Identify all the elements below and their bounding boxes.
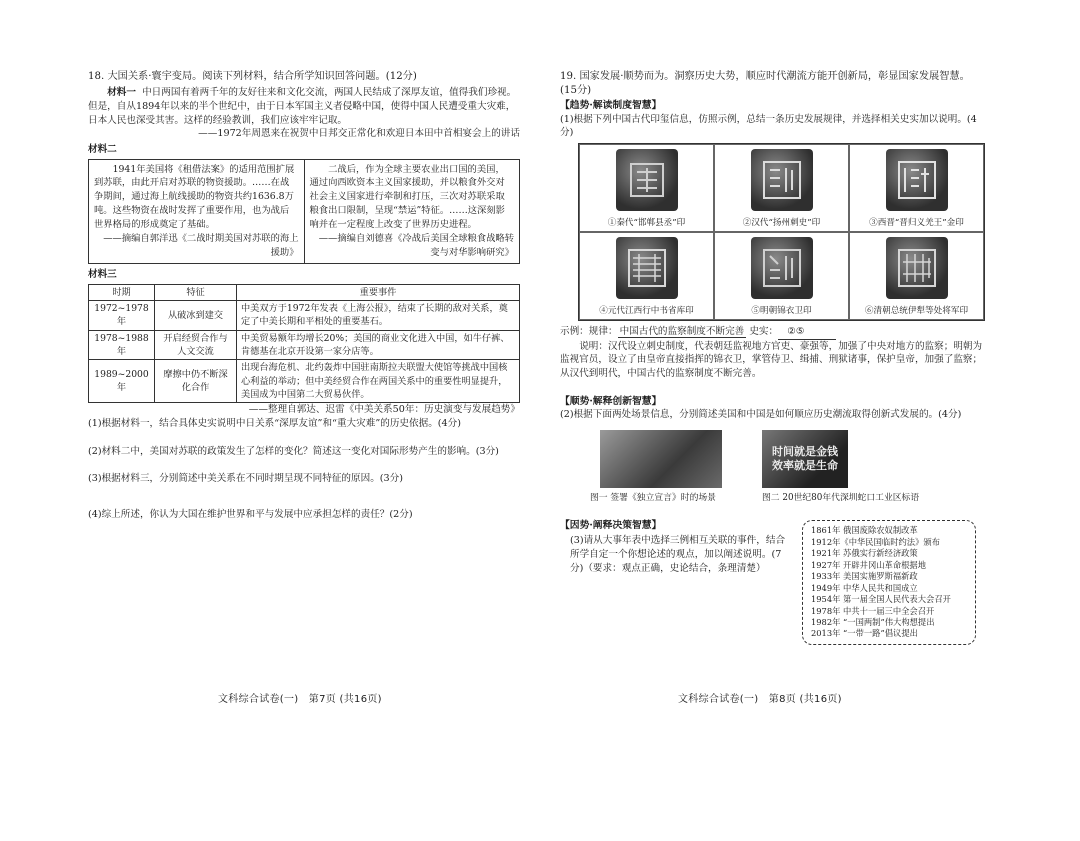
photo-2	[762, 430, 919, 504]
seal-image	[751, 149, 813, 211]
seal-caption: ⑥清朝总统伊犁等处将军印	[864, 305, 969, 316]
seal-item	[579, 232, 714, 320]
seal-grid	[578, 143, 985, 321]
seal-item	[849, 144, 984, 232]
table-cell-period: 1978~1988年	[89, 330, 155, 360]
table-row	[89, 301, 520, 331]
material-2-right-source: ——摘编自刘德喜《冷战后美国全球粮食战略转变与对华影响研究》	[318, 233, 514, 259]
material-3-label: 材料三	[88, 269, 117, 281]
seal-glyph-icon	[758, 156, 806, 204]
timeline-event: 1949年 中华人民共和国成立	[811, 582, 918, 593]
example-line	[560, 325, 985, 340]
table-header-row	[89, 284, 520, 300]
material-1-label: 材料一	[107, 87, 136, 99]
page-footer-right: 文科综合试卷(一) 第8页 (共16页)	[678, 694, 842, 705]
table-cell-feature: 开启经贸合作与人文交流	[155, 330, 237, 360]
left-page	[88, 70, 520, 522]
seal-glyph-icon	[893, 244, 941, 292]
timeline-event: 1861年 俄国废除农奴制改革	[811, 525, 918, 536]
seal-item	[849, 232, 984, 320]
timeline-event: 1954年 第一届全国人民代表大会召开	[811, 594, 951, 605]
answer-space	[560, 505, 985, 519]
q18-heading: 18. 大国关系·寰宇变局。阅读下列材料，结合所学知识回答问题。(12分)	[88, 71, 417, 82]
table-header: 时期	[89, 284, 155, 300]
seal-glyph-icon	[623, 156, 671, 204]
photo-row	[590, 430, 985, 504]
slogan-line: 时间就是金钱	[772, 444, 838, 458]
seal-glyph-icon	[623, 244, 671, 292]
section-3-question: (3)请从大事年表中选择三例相互关联的事件，结合所学自定一个你想论述的观点，加以阐述说明。(7分)（要求：观点正确，史论结合，条理清楚）	[570, 535, 786, 574]
seal-item	[714, 232, 849, 320]
table-cell-period: 1989~2000年	[89, 360, 155, 403]
question-3: (3)根据材料三，分别简述中美关系在不同时期呈现不同特征的原因。(3分)	[88, 473, 403, 485]
table-header: 特征	[155, 284, 237, 300]
slogan-line: 效率就是生命	[772, 459, 838, 473]
right-page	[560, 70, 985, 645]
answer-space	[88, 458, 520, 472]
section-3-tag: 【因势·阐释决策智慧】	[560, 519, 662, 531]
example-description: 说明：汉代设立刺史制度，代表朝廷监视地方官吏、豪强等，加强了中央对地方的监察；明朝为监视官员，设立了由皇帝直接指挥的锦衣卫，掌管侍卫、缉捕、刑狱诸事，保护皇帝，加强了监察；从汉代到明代，中国古代的监察制度不断完善。	[560, 340, 983, 379]
declaration-signing-image	[600, 430, 722, 488]
table-cell-period: 1972~1978年	[89, 301, 155, 331]
question-4: (4)综上所述，你认为大国在维护世界和平与发展中应承担怎样的责任？(2分)	[88, 508, 413, 520]
table-header: 重要事件	[237, 284, 520, 300]
seal-glyph-icon	[893, 156, 941, 204]
question-2: (2)材料二中，美国对苏联的政策发生了怎样的变化？简述这一变化对国际形势产生的影响。(3分)	[88, 445, 499, 457]
seal-caption: ③西晋“晋归义羌王”金印	[869, 217, 964, 228]
material-2-box	[88, 159, 520, 265]
seal-item	[579, 144, 714, 232]
example-fact-blank	[778, 325, 836, 340]
example-label: 示例：规律：	[560, 326, 618, 338]
seal-caption: ①秦代“邯郸县丞”印	[607, 217, 686, 228]
table-row	[89, 360, 520, 403]
section-1-question: (1)根据下列中国古代印玺信息，仿照示例，总结一条历史发展规律，并选择相关史实加以说明。(4分)	[560, 113, 977, 139]
section-1-tag: 【趋势·解读制度智慧】	[560, 99, 662, 111]
table-cell-events: 中美贸易额年均增长20%；美国的商业文化进入中国，如牛仔裤、肯德基在北京开设第一家分店等。	[237, 330, 520, 360]
table-cell-feature: 摩擦中仍不断深化合作	[155, 360, 237, 403]
question-1: (1)根据材料一，结合具体史实说明中日关系“深厚友谊”和“重大灾难”的历史依据。(4分)	[88, 418, 461, 430]
table-cell-events: 出现台海危机、北约轰炸中国驻南斯拉夫联盟大使馆等挑战中国核心利益的举动；但中美经贸合作在两国关系中的重要性明显提升，美国成为中国第二大贸易伙伴。	[237, 360, 520, 403]
timeline-event: 1978年 中共十一届三中全会召开	[811, 605, 935, 616]
table-cell-events: 中美双方于1972年发表《上海公报》，结束了长期的敌对关系，奠定了中美长期和平相处的重要基石。	[237, 301, 520, 331]
photo-1-caption: 图一 签署《独立宣言》时的场景	[590, 493, 716, 504]
seal-glyph-icon	[758, 244, 806, 292]
section-2-question: (2)根据下面两处场景信息，分别简述美国和中国是如何顺应历史潮流取得创新式发展的。(4分)	[560, 409, 962, 421]
photo-1	[590, 430, 722, 504]
material-2-left-text: 1941年美国将《租借法案》的适用范围扩展到苏联，由此开启对苏联的物资援助。……在战争期间，通过海上航线援助的物资共约1636.8万吨。这些物资在战时发挥了重要作用，也为战后世界格局的形成奠定了基础。	[94, 163, 295, 231]
material-1	[88, 86, 520, 127]
example-fact-label: 史实：	[749, 326, 779, 338]
seal-image	[886, 149, 948, 211]
q19-heading: 19. 国家发展·顺势而为。洞察历史大势，顺应时代潮流方能开创新局，彰显国家发展智慧。(15分)	[560, 71, 970, 97]
events-timeline-box	[802, 520, 976, 644]
material-2-left	[89, 160, 304, 264]
material-1-text: 中日两国有着两千年的友好往来和文化交流，两国人民结成了深厚友谊，值得我们珍视。但是，自从1894年以来的半个世纪中，由于日本军国主义者侵略中国，使得中国人民遭受重大灾难，日本人民也深受其害。这样的经验教训，我们应该牢牢记取。	[88, 87, 517, 126]
seal-caption: ⑤明朝锦衣卫印	[751, 305, 812, 316]
seal-image	[616, 149, 678, 211]
shekou-slogan-image	[762, 430, 848, 488]
seal-image	[751, 237, 813, 299]
timeline-event: 1921年 苏俄实行新经济政策	[811, 548, 918, 559]
material-3-table	[88, 284, 520, 404]
timeline-event: 1912年《中华民国临时约法》颁布	[811, 536, 940, 547]
material-2-right	[304, 160, 520, 264]
seal-item	[714, 144, 849, 232]
example-fact-nums: ②⑤	[787, 326, 805, 338]
table-cell-feature: 从破冰到建交	[155, 301, 237, 331]
example-law: 中国古代的监察制度不断完善	[619, 326, 745, 338]
seal-image	[886, 237, 948, 299]
table-row	[89, 330, 520, 360]
seal-caption: ④元代江西行中书省库印	[599, 305, 694, 316]
timeline-event: 1982年 “一国两制”伟大构想提出	[811, 616, 935, 627]
seal-caption: ②汉代“扬州刺史”印	[742, 217, 821, 228]
material-2-left-source: ——摘编自郭洋迅《二战时期美国对苏联的海上援助》	[103, 233, 299, 259]
answer-space	[88, 486, 520, 508]
answer-space	[560, 381, 985, 395]
material-2-right-text: 二战后，作为全球主要农业出口国的美国，通过向西欧资本主义国家援助，并以粮食外交对社会主义国家进行牵制和打压，三次对苏联采取粮食出口限制，呈现“禁运”特征。……这深刻影响并在一定程度上改变了世界历史进程。	[309, 163, 505, 231]
section-2-tag: 【顺势·解释创新智慧】	[560, 395, 662, 407]
timeline-event: 2013年 “一带一路”倡议提出	[811, 628, 918, 639]
seal-image	[616, 237, 678, 299]
timeline-event: 1933年 美国实施罗斯福新政	[811, 571, 918, 582]
answer-space	[88, 431, 520, 445]
material-1-source: ——1972年周恩来在祝贺中日邦交正常化和欢迎日本田中首相宴会上的讲话	[198, 128, 520, 140]
page-footer-left: 文科综合试卷(一) 第7页 (共16页)	[218, 694, 382, 705]
timeline-event: 1927年 开辟井冈山革命根据地	[811, 559, 927, 570]
material-2-label: 材料二	[88, 143, 117, 155]
photo-2-caption: 图二 20世纪80年代深圳蛇口工业区标语	[762, 493, 920, 504]
material-3-source: ——整理自郭达、迟雷《中美关系50年：历史演变与发展趋势》	[248, 404, 520, 416]
